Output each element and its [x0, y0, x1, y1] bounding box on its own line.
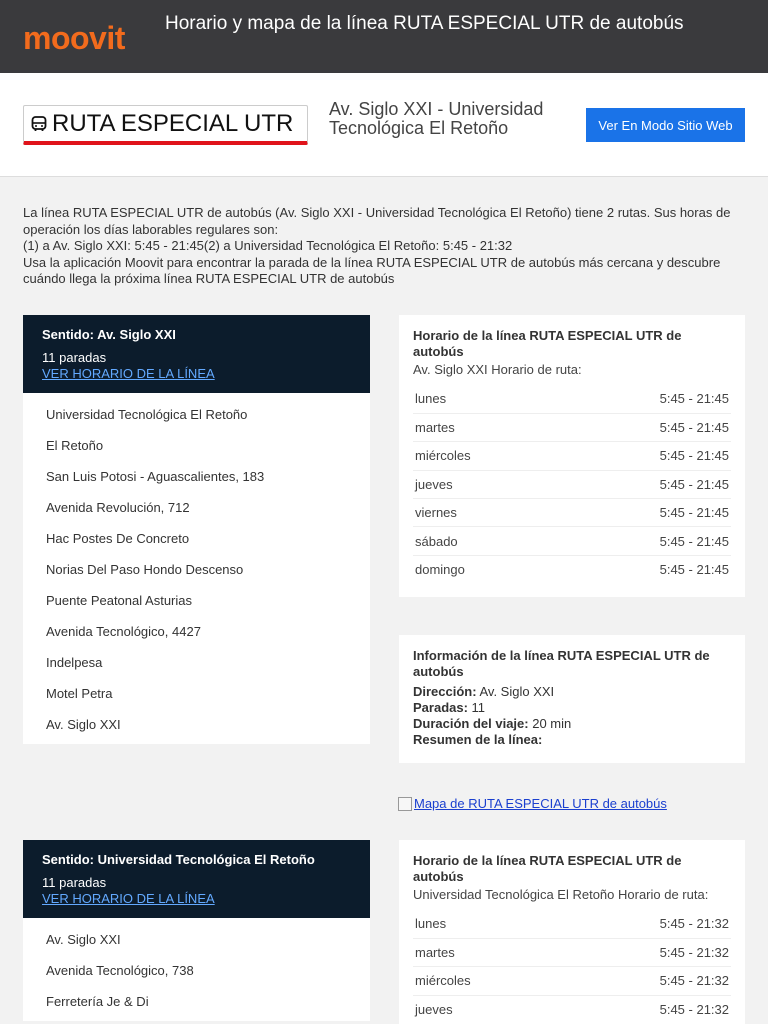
schedule-row: [413, 555, 731, 583]
schedule-day: jueves: [413, 470, 556, 498]
schedule-time: 5:45 - 21:45: [556, 413, 731, 441]
stop-item[interactable]: San Luis Potosi - Aguascalientes, 183: [46, 469, 265, 484]
info-duration-value: 20 min: [532, 716, 572, 731]
info-direction: [413, 684, 731, 700]
intro-text: [23, 205, 753, 288]
schedule-subtitle: Universidad Tecnológica El Retoño Horario de ruta:: [413, 887, 709, 902]
stops-count: 11 paradas: [42, 875, 107, 890]
line-name: RUTA ESPECIAL UTR: [52, 109, 294, 137]
schedule-row: [413, 499, 731, 527]
stop-item[interactable]: Av. Siglo XXI: [46, 717, 121, 732]
schedule-table: [413, 385, 731, 584]
direction-header: [23, 840, 370, 918]
schedule-panel-1: [399, 315, 745, 597]
schedule-time: 5:45 - 21:32: [659, 1002, 729, 1018]
info-duration: [413, 716, 731, 732]
line-route: Av. Siglo XXI - Universidad Tecnológica El Retoño: [329, 99, 544, 138]
schedule-row: [413, 385, 731, 413]
schedule-time: 5:45 - 21:45: [556, 470, 731, 498]
schedule-time: 5:45 - 21:32: [556, 967, 731, 995]
schedule-day: viernes: [413, 499, 556, 527]
schedule-day: martes: [413, 938, 556, 966]
map-link[interactable]: [398, 796, 667, 811]
schedule-row: [413, 413, 731, 441]
page-title: Horario y mapa de la línea RUTA ESPECIAL UTR de autobús: [165, 13, 684, 34]
schedule-row: [413, 967, 731, 995]
schedule-title: Horario de la línea RUTA ESPECIAL UTR de autobús: [413, 328, 682, 359]
schedule-time: 5:45 - 21:45: [556, 527, 731, 555]
stop-item[interactable]: Universidad Tecnológica El Retoño: [46, 407, 248, 422]
schedule-row: [413, 527, 731, 555]
direction-title: Sentido: Av. Siglo XXI: [42, 327, 176, 342]
moovit-logo-text: moovit: [23, 19, 125, 56]
stop-item[interactable]: Avenida Tecnológico, 738: [46, 963, 194, 978]
map-link-text: Mapa de RUTA ESPECIAL UTR de autobús: [414, 796, 667, 811]
direction-header: [23, 315, 370, 393]
stop-item[interactable]: El Retoño: [46, 438, 104, 453]
stop-item[interactable]: Norias Del Paso Hondo Descenso: [46, 562, 244, 577]
line-info-panel: [399, 635, 745, 763]
schedule-day: miércoles: [413, 442, 556, 470]
stop-item[interactable]: Indelpesa: [46, 655, 103, 670]
schedule-time: 5:45 - 21:45: [556, 442, 731, 470]
info-stops: [413, 700, 731, 716]
info-summary-label: Resumen de la línea:: [413, 732, 543, 747]
schedule-day: lunes: [413, 910, 556, 938]
info-direction-value: Av. Siglo XXI: [479, 684, 555, 699]
stop-item[interactable]: Ferretería Je & Di: [46, 994, 149, 1009]
stop-item[interactable]: Hac Postes De Concreto: [46, 531, 190, 546]
moovit-logo[interactable]: [23, 18, 125, 58]
info-stops-value: 11: [471, 700, 486, 715]
direction-title: Sentido: Universidad Tecnológica El Retoño: [42, 852, 315, 867]
schedule-time: 5:45 - 21:32: [556, 910, 731, 938]
web-mode-button[interactable]: Ver En Modo Sitio Web: [586, 108, 745, 142]
schedule-time: 5:45 - 21:45: [556, 499, 731, 527]
bus-icon: [30, 115, 48, 133]
direction-card-2: [23, 840, 370, 1021]
schedule-row: [413, 442, 731, 470]
schedule-table: [413, 910, 731, 1024]
stop-item[interactable]: Avenida Revolución, 712: [46, 500, 190, 515]
schedule-day: domingo: [415, 562, 465, 578]
stop-item[interactable]: Avenida Tecnológico, 4427: [46, 624, 201, 639]
line-header: [0, 73, 768, 177]
schedule-row: [413, 995, 731, 1023]
info-stops-label: Paradas:: [413, 700, 468, 715]
info-direction-label: Dirección:: [413, 684, 477, 699]
broken-image-icon: [398, 797, 412, 811]
schedule-time: 5:45 - 21:45: [556, 385, 731, 413]
direction-card-1: [23, 315, 370, 744]
info-duration-label: Duración del viaje:: [413, 716, 529, 731]
info-summary: [413, 732, 731, 748]
stops-list: [23, 393, 370, 744]
view-schedule-link[interactable]: VER HORARIO DE LA LÍNEA: [42, 366, 215, 381]
stop-item[interactable]: Av. Siglo XXI: [46, 932, 121, 947]
schedule-day: lunes: [413, 385, 556, 413]
intro-app-note: Usa la aplicación Moovit para encontrar la parada de la línea RUTA ESPECIAL UTR de autobús más cercana y descubre cuándo llega la próxima línea RUTA ESPECIAL UTR de autobús: [23, 254, 721, 286]
intro-hours: (1) a Av. Siglo XXI: 5:45 - 21:45(2) a Universidad Tecnológica El Retoño: 5:45 - 21:32: [23, 238, 513, 253]
schedule-time: 5:45 - 21:32: [556, 938, 731, 966]
schedule-day: martes: [413, 413, 556, 441]
schedule-row: [413, 938, 731, 966]
schedule-day: jueves: [415, 1002, 453, 1018]
stop-item[interactable]: Motel Petra: [46, 686, 113, 701]
intro-paragraph: La línea RUTA ESPECIAL UTR de autobús (Av. Siglo XXI - Universidad Tecnológica El Retoño) tiene 2 rutas. Sus horas de operación los días laborables regulares son:: [23, 205, 731, 237]
schedule-day: sábado: [413, 527, 556, 555]
line-badge: [23, 105, 308, 145]
schedule-day: miércoles: [413, 967, 556, 995]
schedule-time: 5:45 - 21:45: [659, 562, 729, 578]
top-header: [0, 0, 768, 73]
schedule-title: Horario de la línea RUTA ESPECIAL UTR de autobús: [413, 853, 682, 884]
stops-count: 11 paradas: [42, 350, 107, 365]
schedule-row: [413, 910, 731, 938]
schedule-subtitle: Av. Siglo XXI Horario de ruta:: [413, 362, 582, 377]
stops-list: [23, 918, 370, 1021]
schedule-panel-2: [399, 840, 745, 1024]
schedule-row: [413, 470, 731, 498]
view-schedule-link[interactable]: VER HORARIO DE LA LÍNEA: [42, 891, 215, 906]
stop-item[interactable]: Puente Peatonal Asturias: [46, 593, 192, 608]
info-title: Información de la línea RUTA ESPECIAL UTR de autobús: [413, 648, 710, 679]
